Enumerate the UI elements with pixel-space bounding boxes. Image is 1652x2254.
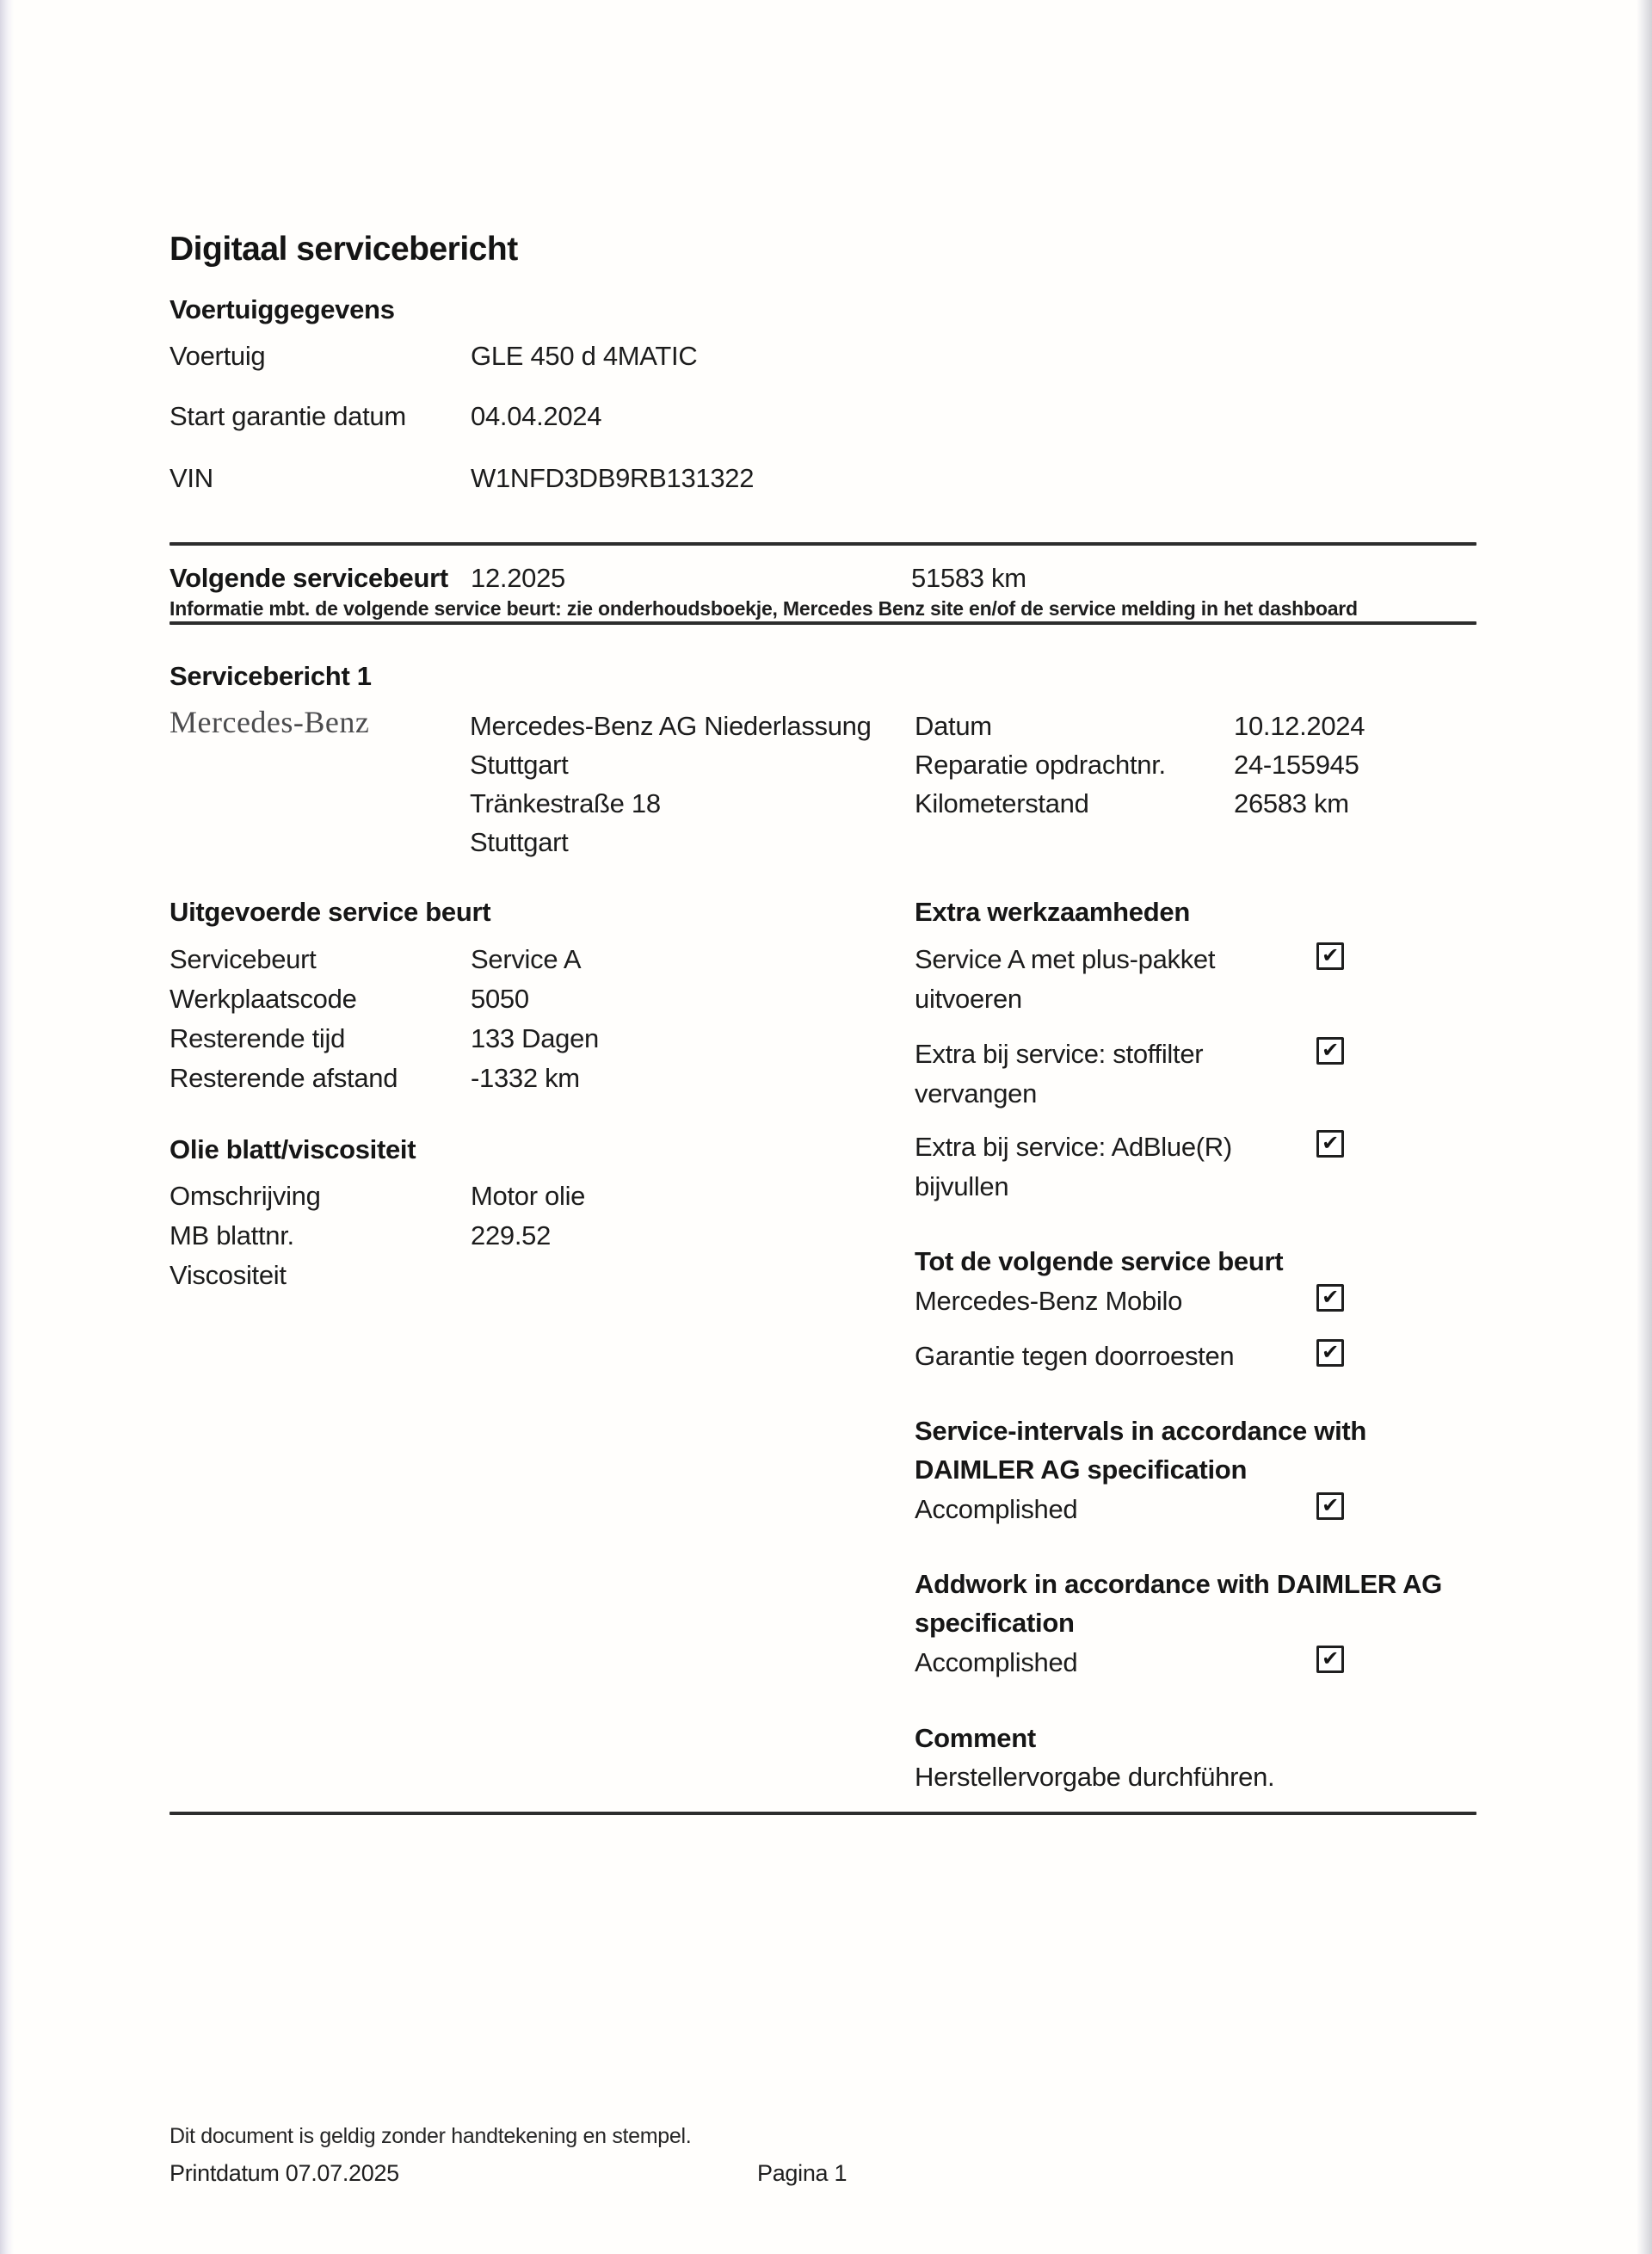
brand-wordmark: Mercedes-Benz — [170, 705, 370, 739]
checkbox[interactable] — [1316, 942, 1344, 970]
field-label: MB blattnr. — [170, 1220, 294, 1251]
field-value: 133 Dagen — [471, 1023, 599, 1053]
checkbox[interactable] — [1316, 1037, 1344, 1065]
checkmark-icon: ✔ — [1322, 1131, 1339, 1155]
until-next-item: Garantie tegen doorroesten — [915, 1341, 1235, 1371]
field-value: 5050 — [471, 984, 529, 1014]
checkmark-icon: ✔ — [1322, 1340, 1339, 1364]
vehicle-row — [170, 341, 1476, 375]
dealer-line: Mercedes-Benz AG Niederlassung — [470, 711, 872, 741]
field-value: 26583 km — [1234, 788, 1349, 818]
vehicle-row — [170, 401, 1476, 435]
field-label: Start garantie datum — [170, 401, 406, 431]
field-label: Voertuig — [170, 341, 266, 371]
vehicle-section-heading: Voertuiggegevens — [170, 294, 395, 324]
addwork-status: Accomplished — [915, 1647, 1078, 1677]
page-edge-left — [0, 0, 14, 2254]
field-value: 24-155945 — [1234, 750, 1359, 780]
performed-service-row — [170, 1023, 1476, 1062]
comment-text: Herstellervorgabe durchführen. — [915, 1762, 1275, 1792]
page-edge-right — [1637, 0, 1652, 2254]
extra-work-item-line: Extra bij service: AdBlue(R) — [915, 1132, 1232, 1162]
field-value: 10.12.2024 — [1234, 711, 1365, 741]
field-label: Werkplaatscode — [170, 984, 357, 1014]
service-report-heading: Servicebericht 1 — [170, 661, 372, 691]
checkbox[interactable] — [1316, 1339, 1344, 1367]
field-label: Viscositeit — [170, 1260, 287, 1290]
comment-heading: Comment — [915, 1723, 1036, 1753]
footer-note: Dit document is geldig zonder handtekening en stempel. — [170, 2124, 692, 2148]
checkmark-icon: ✔ — [1322, 1285, 1339, 1309]
oil-section-heading: Olie blatt/viscositeit — [170, 1134, 416, 1164]
field-label: VIN — [170, 463, 213, 493]
report-meta-row — [170, 788, 1476, 823]
addwork-heading-line: Addwork in accordance with DAIMLER AG — [915, 1569, 1442, 1599]
service-intervals-heading-line: DAIMLER AG specification — [915, 1454, 1248, 1485]
extra-work-item-line: Service A met plus-pakket — [915, 944, 1216, 974]
next-service-date: 12.2025 — [471, 563, 565, 593]
extra-work-item-line: uitvoeren — [915, 984, 1022, 1014]
checkmark-icon: ✔ — [1322, 1646, 1339, 1670]
field-label: Omschrijving — [170, 1181, 321, 1211]
field-value: Motor olie — [471, 1181, 586, 1211]
until-next-item: Mercedes-Benz Mobilo — [915, 1286, 1183, 1316]
field-label: Kilometerstand — [915, 788, 1089, 818]
extra-work-heading: Extra werkzaamheden — [915, 897, 1190, 927]
service-intervals-status: Accomplished — [915, 1494, 1078, 1524]
service-intervals-heading-line: Service-intervals in accordance with — [915, 1416, 1367, 1446]
page-number: Pagina 1 — [757, 2160, 848, 2186]
checkmark-icon: ✔ — [1322, 1038, 1339, 1062]
field-label: Datum — [915, 711, 992, 741]
document-content — [170, 0, 1476, 2254]
next-service-row — [170, 563, 1476, 597]
checkmark-icon: ✔ — [1322, 943, 1339, 967]
checkbox[interactable] — [1316, 1646, 1344, 1673]
oil-row — [170, 1181, 1476, 1215]
checkbox[interactable] — [1316, 1130, 1344, 1158]
checkbox[interactable] — [1316, 1492, 1344, 1520]
field-value: 04.04.2024 — [471, 401, 602, 431]
field-value: W1NFD3DB9RB131322 — [471, 463, 755, 493]
field-value: 229.52 — [471, 1220, 552, 1251]
next-service-mileage: 51583 km — [911, 563, 1026, 593]
checkmark-icon: ✔ — [1322, 1493, 1339, 1517]
checkbox[interactable] — [1316, 1284, 1344, 1312]
extra-work-item-line: vervangen — [915, 1078, 1038, 1108]
field-label: Resterende tijd — [170, 1023, 346, 1053]
until-next-heading: Tot de volgende service beurt — [915, 1246, 1284, 1276]
horizontal-rule — [170, 1812, 1476, 1815]
extra-work-item-line: Extra bij service: stoffilter — [915, 1039, 1204, 1069]
dealer-line: Stuttgart — [470, 827, 569, 857]
field-value: GLE 450 d 4MATIC — [471, 341, 698, 371]
document-title: Digitaal servicebericht — [170, 231, 518, 268]
next-service-label: Volgende servicebeurt — [170, 563, 448, 593]
report-meta-row — [170, 750, 1476, 784]
dealer-line: Stuttgart — [470, 750, 569, 780]
report-meta-row — [170, 711, 1476, 745]
horizontal-rule — [170, 621, 1476, 625]
horizontal-rule — [170, 542, 1476, 546]
field-value: -1332 km — [471, 1063, 580, 1093]
field-label: Reparatie opdrachtnr. — [915, 750, 1166, 780]
field-label: Resterende afstand — [170, 1063, 398, 1093]
dealer-line: Tränkestraße 18 — [470, 788, 661, 818]
print-date: Printdatum 07.07.2025 — [170, 2160, 399, 2186]
field-value: Service A — [471, 944, 582, 974]
addwork-heading-line: specification — [915, 1608, 1075, 1638]
performed-service-row — [170, 1063, 1476, 1097]
performed-service-heading: Uitgevoerde service beurt — [170, 897, 491, 927]
performed-service-row — [170, 984, 1476, 1018]
performed-service-row — [170, 944, 1476, 979]
vehicle-row — [170, 463, 1476, 497]
field-label: Servicebeurt — [170, 944, 317, 974]
extra-work-item-line: bijvullen — [915, 1171, 1009, 1201]
next-service-info: Informatie mbt. de volgende service beurt: zie onderhoudsboekje, Mercedes Benz site en/of de service melding in het dashboard — [170, 597, 1358, 620]
